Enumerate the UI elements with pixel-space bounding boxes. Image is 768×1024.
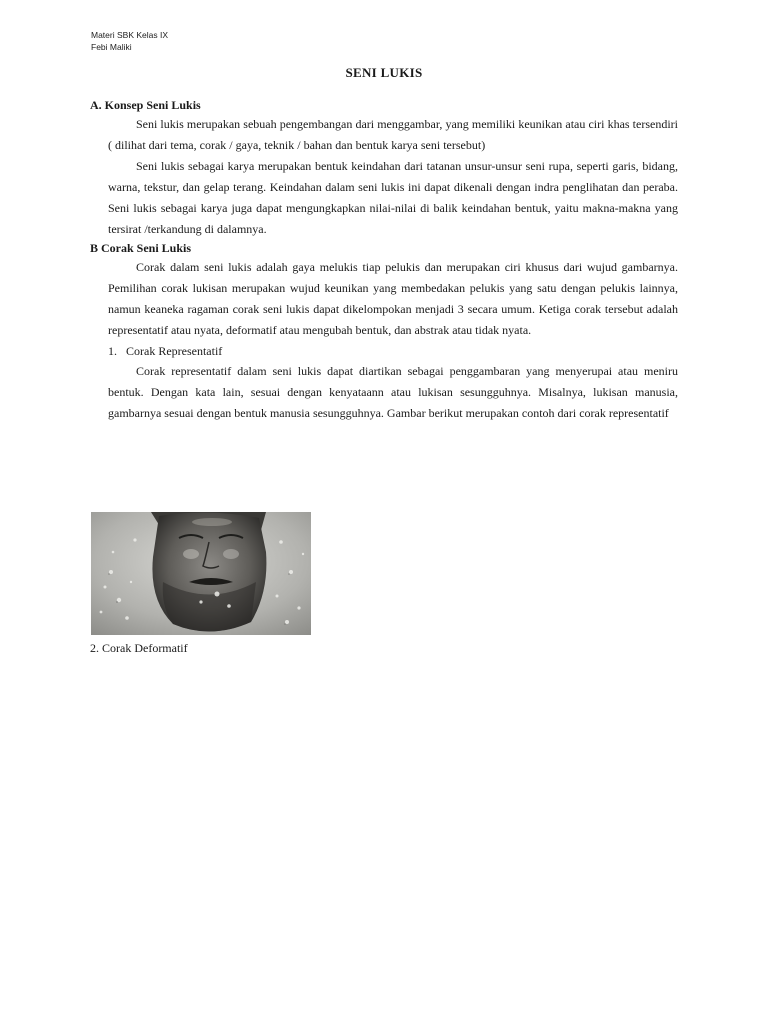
section-a-paragraph-2: Seni lukis sebagai karya merupakan bentuk keindahan dari tatanan unsur-unsur seni rupa, seperti garis, bidang, warna, tekstur, dan gelap terang. Keindahan dalam seni lukis ini dapat dikenali dengan indra penglihatan dan peraba. Seni lukis sebagai karya juga dapat mengungkapkan nilai-nilai di balik keindahan bentuk, yaitu makna-makna yang tersirat /terkandung di dalamnya. <box>108 159 678 236</box>
list-item-number: 1. <box>108 344 117 358</box>
face-photo-illustration <box>91 512 311 635</box>
section-a-heading: A. Konsep Seni Lukis <box>90 98 201 112</box>
list-item-label: Corak Representatif <box>126 344 223 358</box>
list-item-representatif <box>108 341 678 361</box>
section-b-heading: B Corak Seni Lukis <box>90 241 192 255</box>
document-header <box>91 29 168 53</box>
section-b-paragraph-1: Corak dalam seni lukis adalah gaya melukis tiap pelukis dan merupakan ciri khusus dari wujud gambarnya. Pemilihan corak lukisan merupakan wujud keunikan yang membedakan pelukis yang satu dengan pelukis lainnya, namun keaneka ragaman corak seni lukis dapat dikelompokan menjadi 3 secara umum. Ketiga corak tersebut adalah representatif atau nyata, deformatif atau mengubah bentuk, dan abstrak atau tidak nyata. <box>108 260 678 337</box>
representational-portrait-image <box>91 512 311 635</box>
list-item-deformatif: 2. Corak Deformatif <box>90 641 188 655</box>
header-author: Febi Maliki <box>91 42 132 52</box>
page-title: SENI LUKIS <box>345 65 423 80</box>
header-subject: Materi SBK Kelas IX <box>91 30 169 40</box>
document-body <box>90 97 678 424</box>
section-a-paragraph-1: Seni lukis merupakan sebuah pengembangan dari menggambar, yang memiliki keunikan atau ciri khas tersendiri ( dilihat dari tema, corak / gaya, teknik / bahan dan bentuk karya seni tersebut) <box>108 117 678 152</box>
representatif-paragraph: Corak representatif dalam seni lukis dapat diartikan sebagai penggambaran yang menyerupai atau meniru bentuk. Dengan kata lain, sesuai dengan kenyataann atau lukisan sesungguhnya. Misalnya, lukisan manusia, gambarnya sesuai dengan bentuk manusia sesungguhnya. Gambar berikut merupakan contoh dari corak representatif <box>108 364 678 420</box>
